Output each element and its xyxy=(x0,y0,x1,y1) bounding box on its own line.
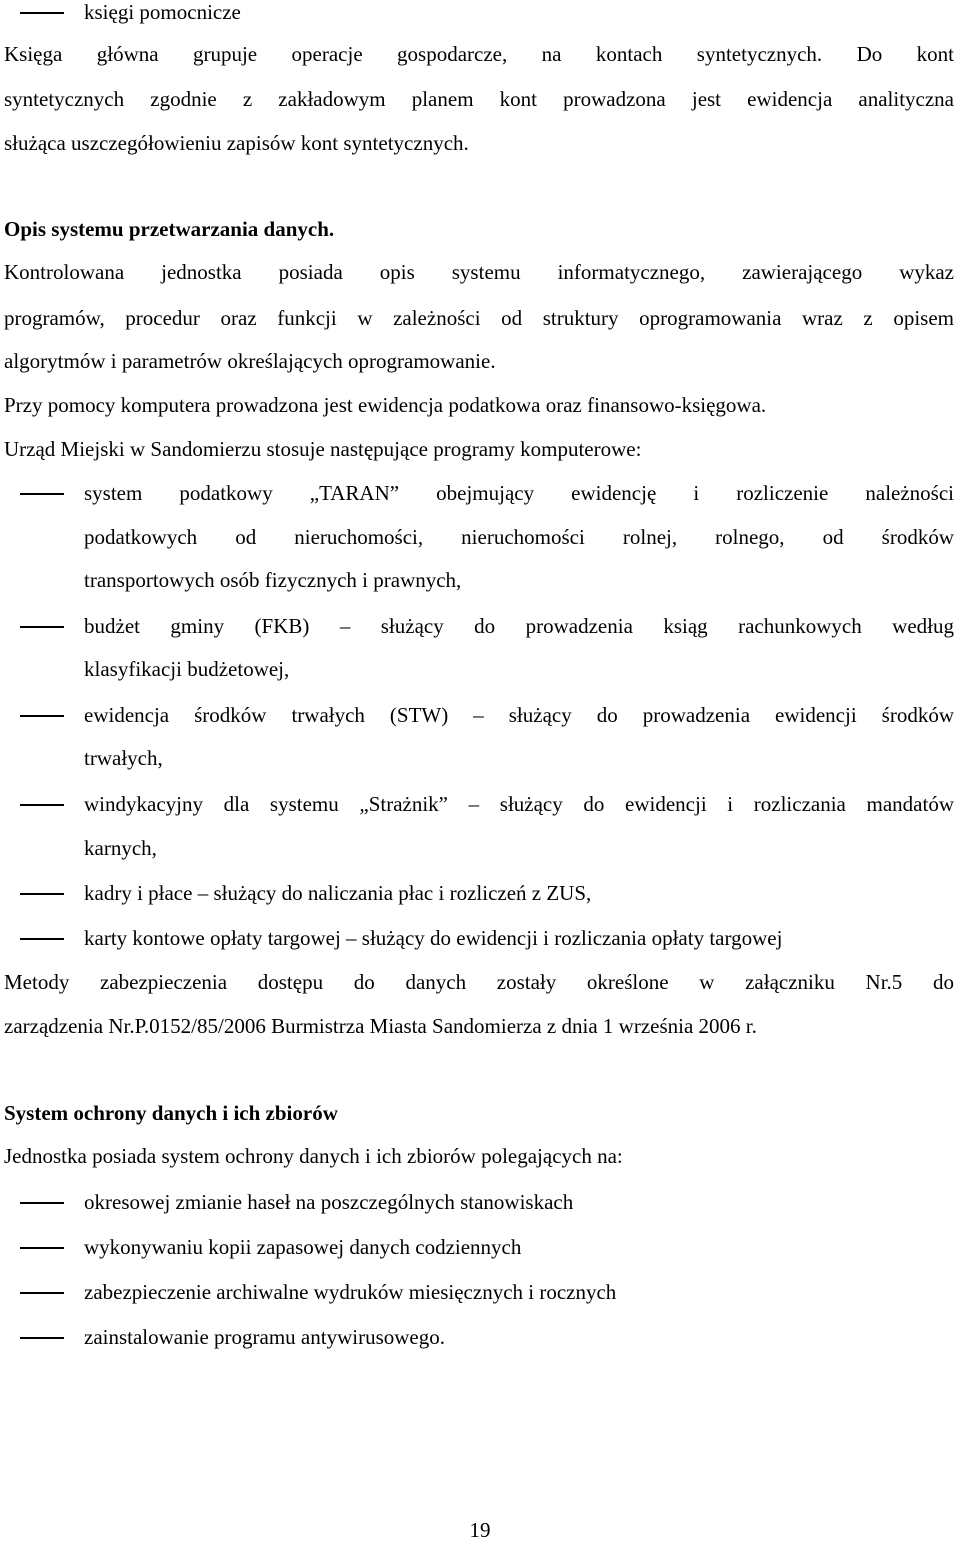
program-list-item-line: system podatkowy „TARAN” obejmujący ewidencję i rozliczenie należności xyxy=(84,481,954,505)
program-list-item-line: karty kontowe opłaty targowej – służący do ewidencji i rozliczania opłaty targowej xyxy=(84,926,783,950)
list-dash xyxy=(20,715,64,717)
paragraph-line: Kontrolowana jednostka posiada opis systemu informatycznego, zawierającego wykaz xyxy=(4,260,954,284)
paragraph-line: zarządzenia Nr.P.0152/85/2006 Burmistrza Miasta Sandomierza z dnia 1 września 2006 r. xyxy=(4,1014,757,1038)
paragraph-line: Jednostka posiada system ochrony danych i ich zbiorów polegających na: xyxy=(4,1144,623,1168)
paragraph-line: Metody zabezpieczenia dostępu do danych zostały określone w załączniku Nr.5 do xyxy=(4,970,954,994)
paragraph-line: Urząd Miejski w Sandomierzu stosuje następujące programy komputerowe: xyxy=(4,437,642,461)
paragraph-line: programów, procedur oraz funkcji w zależności od struktury oprogramowania wraz z opisem xyxy=(4,306,954,330)
section-heading: Opis systemu przetwarzania danych. xyxy=(4,217,335,241)
list-dash xyxy=(20,804,64,806)
paragraph-line: Księga główna grupuje operacje gospodarcze, na kontach syntetycznych. Do kont xyxy=(4,42,954,66)
paragraph-line: służąca uszczegółowieniu zapisów kont syntetycznych. xyxy=(4,131,469,155)
list-dash xyxy=(20,12,64,14)
list-dash xyxy=(20,1202,64,1204)
list-dash xyxy=(20,626,64,628)
list-item: księgi pomocnicze xyxy=(84,0,241,24)
section-heading: System ochrony danych i ich zbiorów xyxy=(4,1101,338,1125)
protection-list-item: wykonywaniu kopii zapasowej danych codziennych xyxy=(84,1235,522,1259)
list-dash xyxy=(20,1337,64,1339)
program-list-item-line: klasyfikacji budżetowej, xyxy=(84,657,290,681)
list-dash xyxy=(20,938,64,940)
page-number: 19 xyxy=(469,1518,491,1542)
program-list-item-line: windykacyjny dla systemu „Strażnik” – służący do ewidencji i rozliczania mandatów xyxy=(84,792,954,816)
protection-list-item: okresowej zmianie haseł na poszczególnych stanowiskach xyxy=(84,1190,574,1214)
program-list-item-line: transportowych osób fizycznych i prawnych, xyxy=(84,568,462,592)
list-dash xyxy=(20,1292,64,1294)
program-list-item-line: budżet gminy (FKB) – służący do prowadzenia ksiąg rachunkowych według xyxy=(84,614,954,638)
program-list-item-line: karnych, xyxy=(84,836,157,860)
program-list-item-line: kadry i płace – służący do naliczania płac i rozliczeń z ZUS, xyxy=(84,881,592,905)
list-dash xyxy=(20,493,64,495)
program-list-item-line: trwałych, xyxy=(84,746,163,770)
list-dash xyxy=(20,893,64,895)
paragraph-line: syntetycznych zgodnie z zakładowym planem kont prowadzona jest ewidencja analityczna xyxy=(4,87,954,111)
protection-list-item: zabezpieczenie archiwalne wydruków miesięcznych i rocznych xyxy=(84,1280,617,1304)
protection-list-item: zainstalowanie programu antywirusowego. xyxy=(84,1325,445,1349)
paragraph-line: Przy pomocy komputera prowadzona jest ewidencja podatkowa oraz finansowo-księgowa. xyxy=(4,393,767,417)
program-list-item-line: ewidencja środków trwałych (STW) – służący do prowadzenia ewidencji środków xyxy=(84,703,954,727)
program-list-item-line: podatkowych od nieruchomości, nieruchomości rolnej, rolnego, od środków xyxy=(84,525,954,549)
paragraph-line: algorytmów i parametrów określających oprogramowanie. xyxy=(4,349,496,373)
list-dash xyxy=(20,1247,64,1249)
